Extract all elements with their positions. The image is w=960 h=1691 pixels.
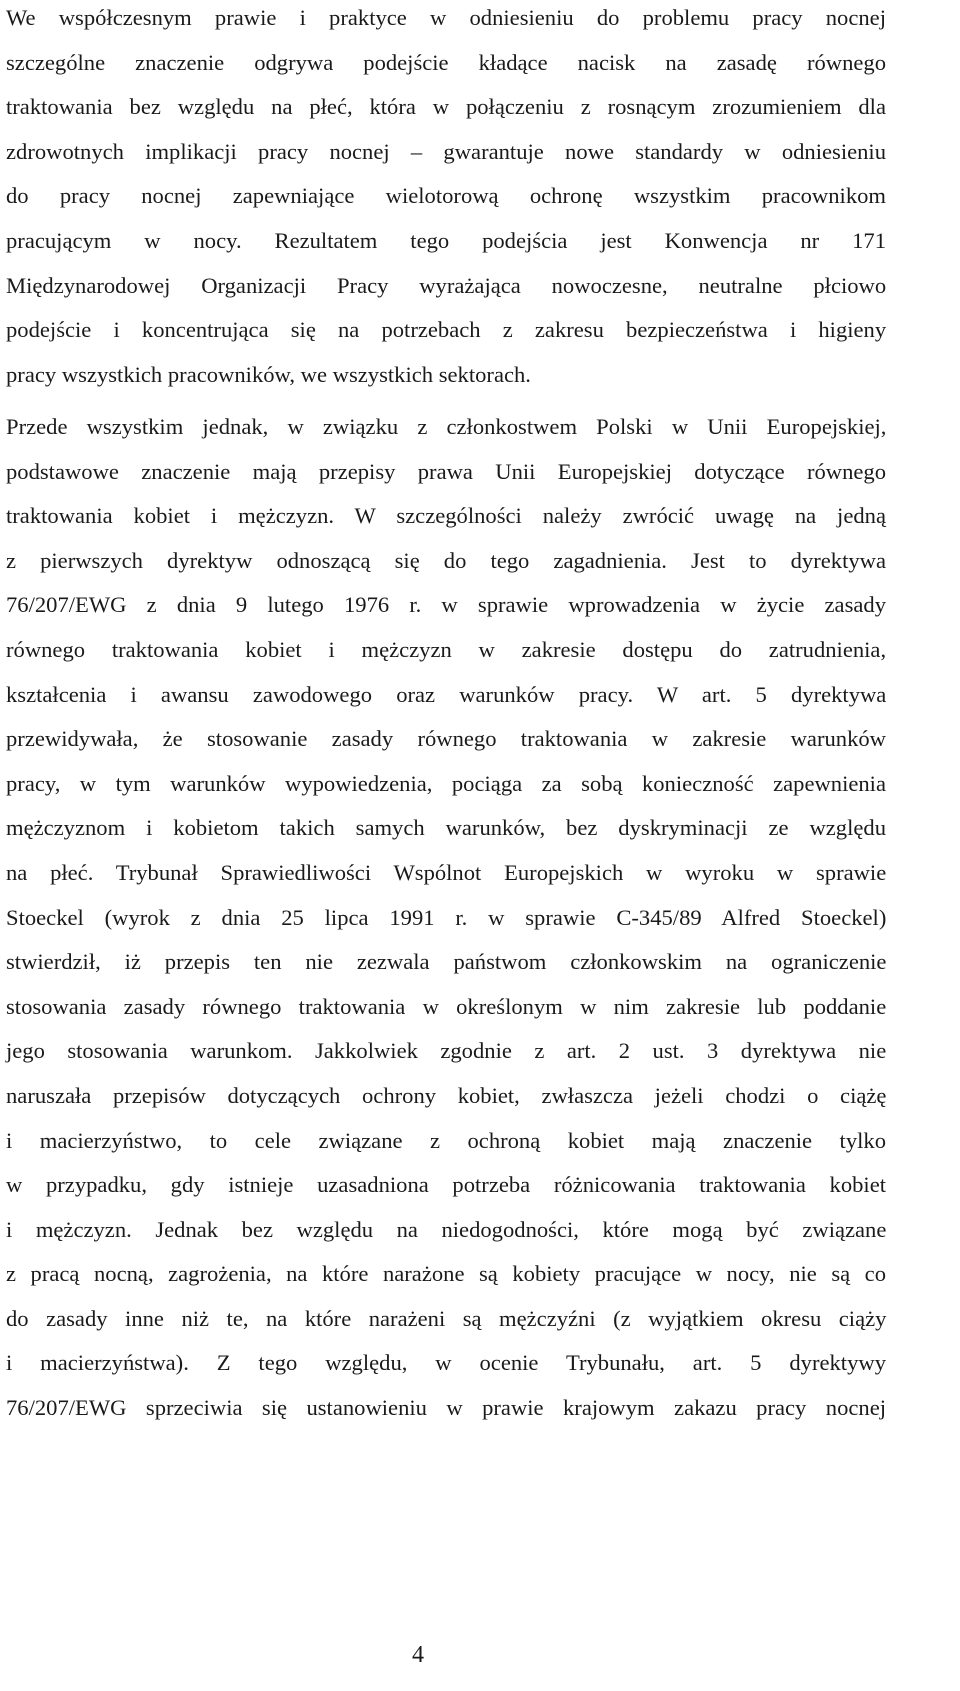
text-line: w przypadku, gdy istnieje uzasadniona potrzeba różnicowania traktowania kobiet	[6, 1172, 886, 1198]
text-line: i mężczyzn. Jednak bez względu na niedogodności, które mogą być związane	[6, 1216, 887, 1242]
text-line: szczególne znaczenie odgrywa podejście kładące nacisk na zasadę równego	[6, 49, 886, 75]
text-line: równego traktowania kobiet i mężczyzn w zakresie dostępu do zatrudnienia,	[6, 636, 887, 662]
text-line: Międzynarodowej Organizacji Pracy wyrażająca nowoczesne, neutralne płciowo	[6, 272, 887, 298]
text-line: do pracy nocnej zapewniające wielotorową ochronę wszystkim pracownikom	[6, 183, 886, 209]
text-line: Stoeckel (wyrok z dnia 25 lipca 1991 r. w sprawie C-345/89 Alfred Stoeckel)	[6, 904, 887, 930]
text-line: We współczesnym prawie i praktyce w odniesieniu do problemu pracy nocnej	[6, 5, 886, 30]
text-line: mężczyznom i kobietom takich samych warunków, bez dyskryminacji ze względu	[6, 815, 886, 841]
text-line: przewidywała, że stosowanie zasady równego traktowania w zakresie warunków	[6, 726, 886, 752]
text-line: na płeć. Trybunał Sprawiedliwości Wspólnot Europejskich w wyroku w sprawie	[6, 859, 887, 885]
text-line: traktowania kobiet i mężczyzn. W szczególności należy zwrócić uwagę na jedną	[6, 503, 886, 529]
text-line: pracy, w tym warunków wypowiedzenia, pociąga za sobą konieczność zapewnienia	[6, 770, 886, 796]
text-line: podejście i koncentrująca się na potrzebach z zakresu bezpieczeństwa i higieny	[6, 317, 887, 343]
text-line: 76/207/EWG sprzeciwia się ustanowieniu w prawie krajowym zakazu pracy nocnej	[6, 1395, 886, 1421]
text-line: podstawowe znaczenie mają przepisy prawa Unii Europejskiej dotyczące równego	[6, 458, 886, 484]
text-line: i macierzyństwa). Z tego względu, w ocenie Trybunału, art. 5 dyrektywy	[6, 1350, 886, 1376]
text-line: traktowania bez względu na płeć, która w połączeniu z rosnącym zrozumieniem dla	[6, 94, 886, 120]
text-line: zdrowotnych implikacji pracy nocnej – gwarantuje nowe standardy w odniesieniu	[6, 138, 886, 164]
page-number: 4	[412, 1642, 424, 1668]
text-line: Przede wszystkim jednak, w związku z członkostwem Polski w Unii Europejskiej,	[6, 414, 887, 439]
paragraph-night-work-approach	[6, 0, 886, 397]
paragraph-eu-directive	[6, 405, 886, 1431]
text-line: kształcenia i awansu zawodowego oraz warunków pracy. W art. 5 dyrektywa	[6, 681, 887, 707]
text-line: naruszała przepisów dotyczących ochrony kobiet, zwłaszcza jeżeli chodzi o ciążę	[6, 1082, 887, 1108]
text-line: pracującym w nocy. Rezultatem tego podejścia jest Konwencja nr 171	[6, 227, 886, 253]
text-line: 76/207/EWG z dnia 9 lutego 1976 r. w sprawie wprowadzenia w życie zasady	[6, 592, 886, 618]
text-line: stwierdził, iż przepis ten nie zezwala państwom członkowskim na ograniczenie	[6, 949, 887, 975]
text-line: jego stosowania warunkom. Jakkolwiek zgodnie z art. 2 ust. 3 dyrektywa nie	[6, 1038, 887, 1064]
text-line: z pierwszych dyrektyw odnoszącą się do tego zagadnienia. Jest to dyrektywa	[6, 547, 886, 573]
text-line: i macierzyństwo, to cele związane z ochroną kobiet mają znaczenie tylko	[6, 1127, 886, 1153]
text-line: z pracą nocną, zagrożenia, na które narażone są kobiety pracujące w nocy, nie są co	[6, 1261, 886, 1287]
text-line: stosowania zasady równego traktowania w określonym w nim zakresie lub poddanie	[6, 993, 887, 1019]
text-line: do zasady inne niż te, na które narażeni są mężczyźni (z wyjątkiem okresu ciąży	[6, 1305, 887, 1331]
text-line: pracy wszystkich pracowników, we wszystkich sektorach.	[6, 361, 531, 387]
